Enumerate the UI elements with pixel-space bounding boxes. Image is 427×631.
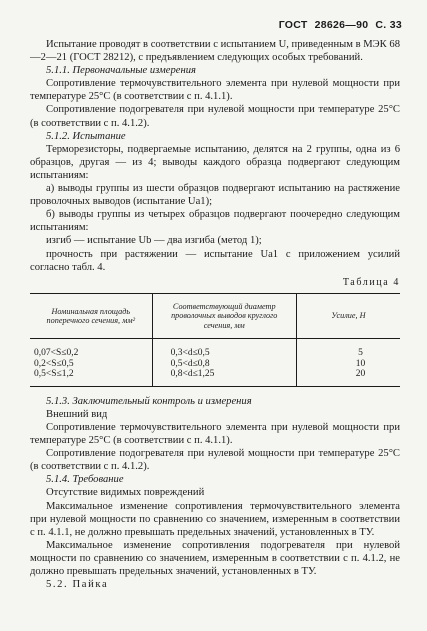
table-caption: Таблица 4 — [342, 276, 400, 288]
table-cell: 20 — [296, 369, 400, 386]
paragraph: изгиб — испытание Ub — два изгиба (метод 1); — [46, 235, 262, 247]
column-header: Номинальная площадь поперечного сечения, мм² — [30, 293, 152, 339]
paragraph: б) выводы группы из четырех образцов подвергают поочередно следующим испытаниям: — [30, 209, 400, 234]
table-cell: 10 — [296, 359, 400, 370]
table-cell: 0,07<S≤0,2 — [34, 348, 79, 359]
paragraph: Сопротивление термочувствительного элемента при нулевой мощности при температуре 25°C (в соответствии с п. 4.1.1). — [30, 421, 400, 447]
column-header: Соответствующий диаметр проволочных выводов круглого сечения, мм — [152, 293, 296, 339]
section-heading: 5.1.1. Первоначальные измерения — [46, 65, 196, 77]
standard-number: 28626—90 — [314, 19, 369, 31]
paragraph: Сопротивление подогревателя при нулевой мощности при температуре 25°C (в соответствии с п. 4.1.2). — [30, 104, 400, 129]
table-cell: 5 — [296, 339, 400, 359]
table-cell: 0,3<d≤0,5 — [152, 339, 296, 359]
paragraph: Терморезисторы, подвергаемые испытанию, делятся на 2 группы, одна из 6 образцов, другая — из 4; выводы каждого образца подвергают следующим испытаниям: — [30, 143, 400, 181]
table-cell: 0,8<d≤1,25 — [152, 369, 296, 386]
paragraph: Испытание проводят в соответствии с испытанием U, приведенным в МЭК 68—2—21 (ГОСТ 28212), с предъявлением следующих особых требований. — [30, 39, 400, 64]
paragraph: а) выводы группы из шести образцов подвергают испытанию на растяжение проволочных выводов (испытание Ua1); — [30, 183, 400, 208]
table-cell: 0,5<d≤0,8 — [152, 359, 296, 370]
body-text — [30, 38, 400, 591]
section-heading: 5.2. Пайка — [46, 579, 109, 591]
section-heading: 5.1.3. Заключительный контроль и измерения — [46, 395, 252, 407]
subheading: Внешний вид — [46, 408, 108, 420]
table-cell: 0,2<S≤0,5 — [34, 358, 74, 369]
table-cell: 0,5<S≤1,2 — [30, 369, 152, 386]
force-table — [30, 293, 400, 387]
section-heading: 5.1.2. Испытание — [46, 130, 126, 142]
paragraph: прочность при растяжении — испытание Ua1 с приложением усилий согласно табл. 4. — [30, 248, 400, 273]
table-row — [30, 369, 400, 386]
standard-label: ГОСТ — [278, 19, 308, 31]
paragraph: Сопротивление термочувствительного элемента при нулевой мощности при температуре 25°C (в соответствии с п. 4.1.1). — [30, 78, 400, 103]
table-row — [30, 339, 400, 359]
table-row — [30, 359, 400, 370]
column-header: Усилие, Н — [296, 293, 400, 339]
section-heading: 5.1.4. Требование — [46, 474, 124, 486]
paragraph: Максимальное изменение сопротивления подогревателя при нулевой мощности по сравнению со значением, измеренным в соответствии с п. 4.1.2, не должно превышать предельных значений, установленных в ТУ. — [30, 539, 400, 577]
page-header — [272, 19, 402, 31]
paragraph: Сопротивление подогревателя при нулевой мощности при температуре 25°C (в соответствии с п. 4.1.2). — [30, 448, 400, 473]
page-number: С. 33 — [375, 19, 402, 31]
subheading: Отсутствие видимых повреждений — [46, 487, 205, 499]
paragraph: Максимальное изменение сопротивления термочувствительного элемента при нулевой мощности по сравнению со значением, измеренным в соответствии с п. 4.1.1, не должно превышать предельных значений, установленных в ТУ. — [30, 500, 400, 538]
